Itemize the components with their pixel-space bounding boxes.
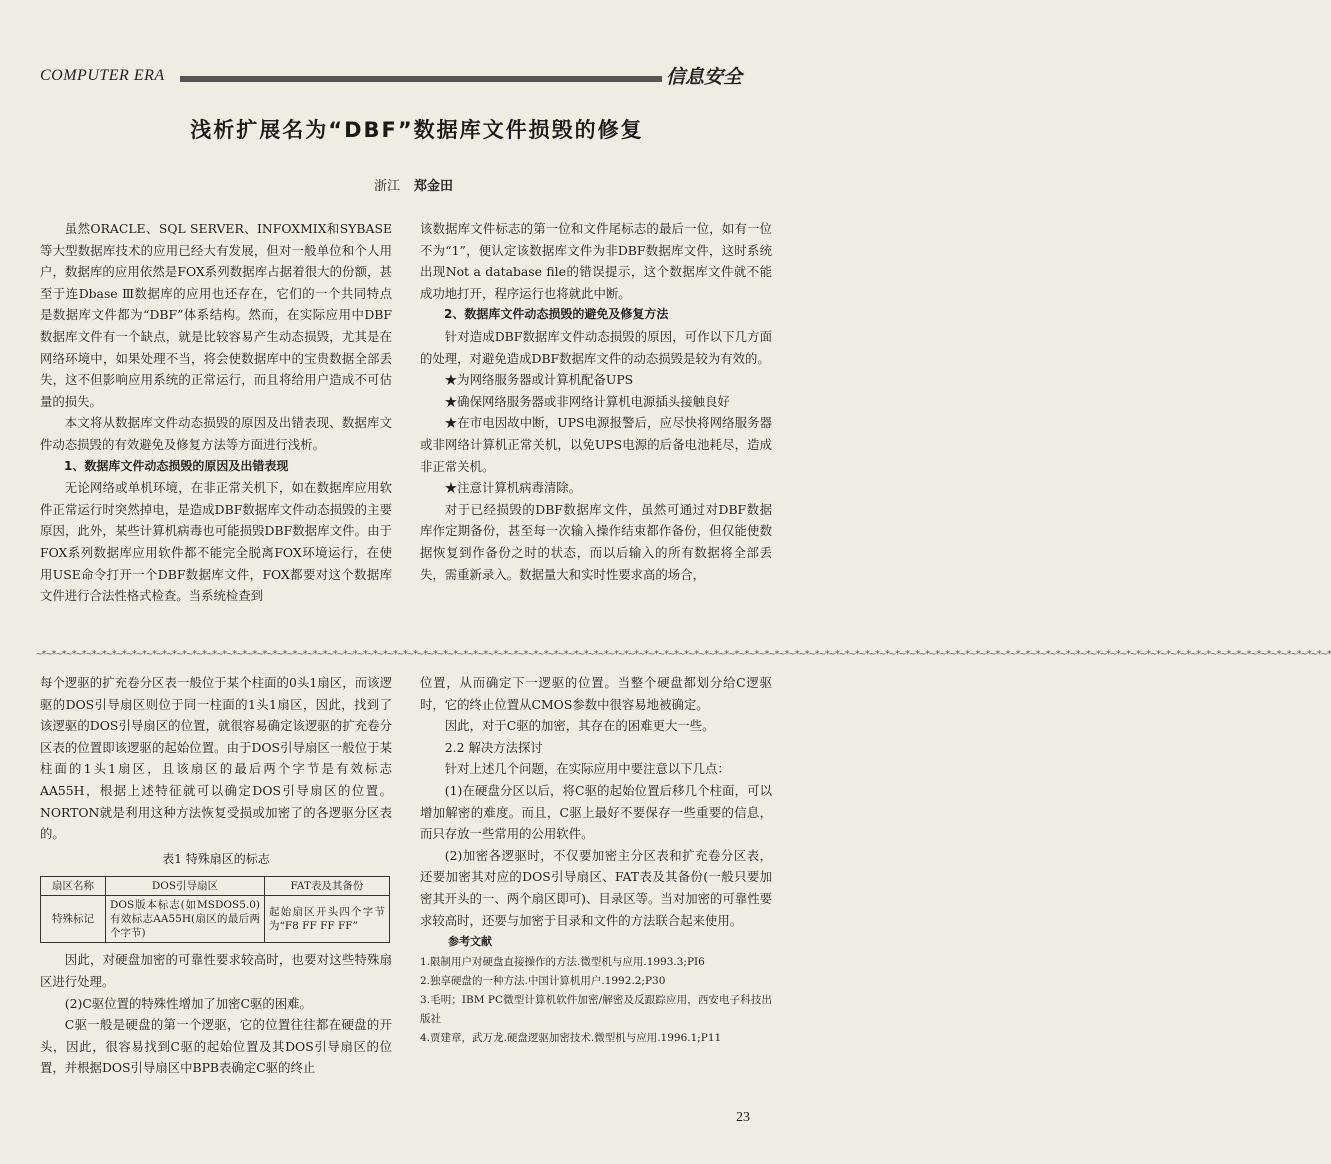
- table-header-row: [41, 877, 390, 896]
- author-name: 郑金田: [414, 179, 454, 194]
- paragraph: 针对上述几个问题，在实际应用中要注意以下几点：: [444, 761, 730, 777]
- paragraph: (2)加密各逻驱时，不仅要加密主分区表和扩充卷分区表，还要加密其对应的DOS引导扇区、FAT表及其备份(一般只要加密其开头的一、两个扇区即可)、目录区等。当对加密的可靠性要求较高时，还要与加密于目录和文件的方法联合起来使用。: [420, 847, 772, 928]
- table-header-cell: DOS引导扇区: [106, 877, 265, 896]
- paragraph: 对于已经损毁的DBF数据库文件，虽然可通过对DBF数据库作定期备份，甚至每一次输入操作结束都作备份，但仅能使数据恢复到作备份之时的状态，而以后输入的所有数据将全部丢失，需重新录入。数据量大和实时性要求高的场合，: [420, 501, 772, 582]
- reference-item: 2.独享硬盘的一种方法.中国计算机用户.1992.2;P30: [420, 974, 666, 987]
- special-sector-table: [40, 876, 390, 943]
- table-cell: DOS版本标志(如MSDOS5.0)有效标志AA55H(扇区的最后两个字节): [106, 896, 265, 943]
- reference-item: 4.贾建章，武万龙.硬盘逻驱加密技术.微型机与应用.1996.1;P11: [420, 1031, 722, 1044]
- paragraph: (1)在硬盘分区以后，将C驱的起始位置后移几个柱面，可以增加解密的难度。而且，C驱上最好不要保存一些重要的信息，而只存放一些常用的公用软件。: [420, 782, 772, 842]
- paragraph: 每个逻驱的扩充卷分区表一般位于某个柱面的0头1扇区，而该逻驱的DOS引导扇区则位于同一柱面的1头1扇区，因此，找到了该逻驱的DOS引导扇区的位置，就很容易确定该逻驱的扩充卷分区表的位置即该逻驱的起始位置。由于DOS引导扇区一般位于某柱面的1头1扇区，且该扇区的最后两个字节是有效标志AA55H，根据上述特征就可以确定DOS引导扇区的位置。NORTON就是利用这种方法恢复受损或加密了的各逻驱分区表的。: [40, 675, 392, 842]
- lower-left-column: [40, 672, 392, 1079]
- paragraph: 虽然ORACLE、SQL SERVER、INFOXMIX和SYBASE等大型数据库技术的应用已经大有发展，但对一般单位和个人用户，数据库的应用依然是FOX系列数据库占据着很大的份额，甚至于连Dbase Ⅲ数据库的应用也还存在，它们的一个共同特点是数据库文件都为“DBF”体系结构。然而，在实际应用中DBF数据库文件有一个缺点，就是比较容易产生动态损毁，尤其是在网络环境中，如果处理不当，将会使数据库中的宝贵数据全部丢失，这不但影响应用系统的正常运行，而且将给用户造成不可估量的损失。: [40, 221, 392, 409]
- bullet-item: ★为网络服务器或计算机配备UPS: [444, 372, 634, 388]
- article-divider: ~*~*~*~*~*~*~*~*~*~*~*~*~*~*~*~*~*~*~*~*~*~*~*~*~*~*~*~*~*~*~*~*~*~*~*~*~*~*~*~*~*~*~*~*~*~*~*~*~*~*~*~*~*~*~*~*~*~*~*~*~*~*~*~*~*~*~*~*~*~*~*~*~*~*~*~*~*~*~*~*~*~*~*~*~*~*~*~*~*~*~*~*~*~*~*~*~*~*~*~*~*~*~*~*~*~*~*~*~*~*~*~*~*~*~*~*~*~*~*~*~*~*~*~*~*~*~*~*~*: [36, 649, 1331, 660]
- table-header-cell: FAT表及其备份: [265, 877, 390, 896]
- paragraph: 针对造成DBF数据库文件动态损毁的原因，可作以下几方面的处理，对避免造成DBF数据库文件的动态损毁是较为有效的。: [420, 328, 772, 366]
- table-header-cell: 扇区名称: [41, 877, 106, 896]
- upper-right-column: [420, 218, 772, 585]
- reference-item: 1.限制用户对硬盘直接操作的方法.微型机与应用.1993.3;PI6: [420, 955, 705, 968]
- subsection-heading: 2.2 解决方法探讨: [444, 739, 543, 755]
- magazine-name: COMPUTER ERA: [40, 67, 165, 84]
- table-cell: 起始扇区开头四个字节为“F8 FF FF FF”: [265, 896, 390, 943]
- table-cell: 特殊标记: [41, 896, 106, 943]
- reference-item: 3.毛明；IBM PC微型计算机软件加密/解密及反跟踪应用，西安电子科技出版社: [420, 993, 772, 1025]
- section-heading: 2、数据库文件动态损毁的避免及修复方法: [444, 307, 669, 322]
- paragraph: (2)C驱位置的特殊性增加了加密C驱的困难。: [64, 995, 312, 1011]
- paragraph: 因此，对于C驱的加密，其存在的困难更大一些。: [444, 718, 715, 734]
- paragraph: 因此，对硬盘加密的可靠性要求较高时，也要对这些特殊扇区进行处理。: [40, 952, 392, 989]
- paragraph: C驱一般是硬盘的第一个逻驱，它的位置往往都在硬盘的开头，因此，很容易找到C驱的起始位置及其DOS引导扇区的位置，并根据DOS引导扇区中BPB表确定C驱的终止: [40, 1017, 392, 1076]
- lower-right-column: [420, 672, 772, 1048]
- table-row: [41, 896, 390, 943]
- references-title: 参考文献: [448, 935, 492, 949]
- bullet-item: ★确保网络服务器或非网络计算机电源插头接触良好: [444, 393, 730, 409]
- header-rule: [180, 76, 662, 82]
- paragraph: 位置，从而确定下一逻驱的位置。当整个硬盘都划分给C逻驱时，它的终止位置从CMOS参数中很容易地被确定。: [420, 675, 772, 712]
- bullet-item: ★注意计算机病毒清除。: [444, 480, 582, 496]
- article-title: 浅析扩展名为“DBF”数据库文件损毁的修复: [190, 118, 644, 142]
- paragraph: 本文将从数据库文件动态损毁的原因及出错表现、数据库文件动态损毁的有效避免及修复方法等方面进行浅析。: [40, 415, 392, 452]
- paragraph: 该数据库文件标志的第一位和文件尾标志的最后一位，如有一位不为“1”，便认定该数据库文件为非DBF数据库文件，这时系统出现Not a database file的错误提示，这个数据库文件就不能成功地打开，程序运行也将就此中断。: [420, 221, 772, 301]
- bullet-item: ★在市电因故中断，UPS电源报警后，应尽快将网络服务器或非网络计算机正常关机，以免UPS电源的后备电池耗尽，造成非正常关机。: [420, 415, 772, 474]
- paragraph: 无论网络或单机环境，在非正常关机下，如在数据库应用软件正常运行时突然掉电，是造成DBF数据库文件动态损毁的主要原因，此外，某些计算机病毒也可能损毁DBF数据库文件。由于FOX系列数据库应用软件都不能完全脱离FOX环境运行，在使用USE命令打开一个DBF数据库文件，FOX都要对这个数据库文件进行合法性格式检查。当系统检查到: [40, 480, 392, 604]
- page-number: 23: [736, 1110, 750, 1125]
- section-name: 信息安全: [666, 66, 743, 88]
- upper-left-column: [40, 218, 392, 607]
- section-heading: 1、数据库文件动态损毁的原因及出错表现: [64, 458, 289, 473]
- table-caption: 表1 特殊扇区的标志: [162, 851, 270, 866]
- author-region: 浙江: [374, 179, 401, 194]
